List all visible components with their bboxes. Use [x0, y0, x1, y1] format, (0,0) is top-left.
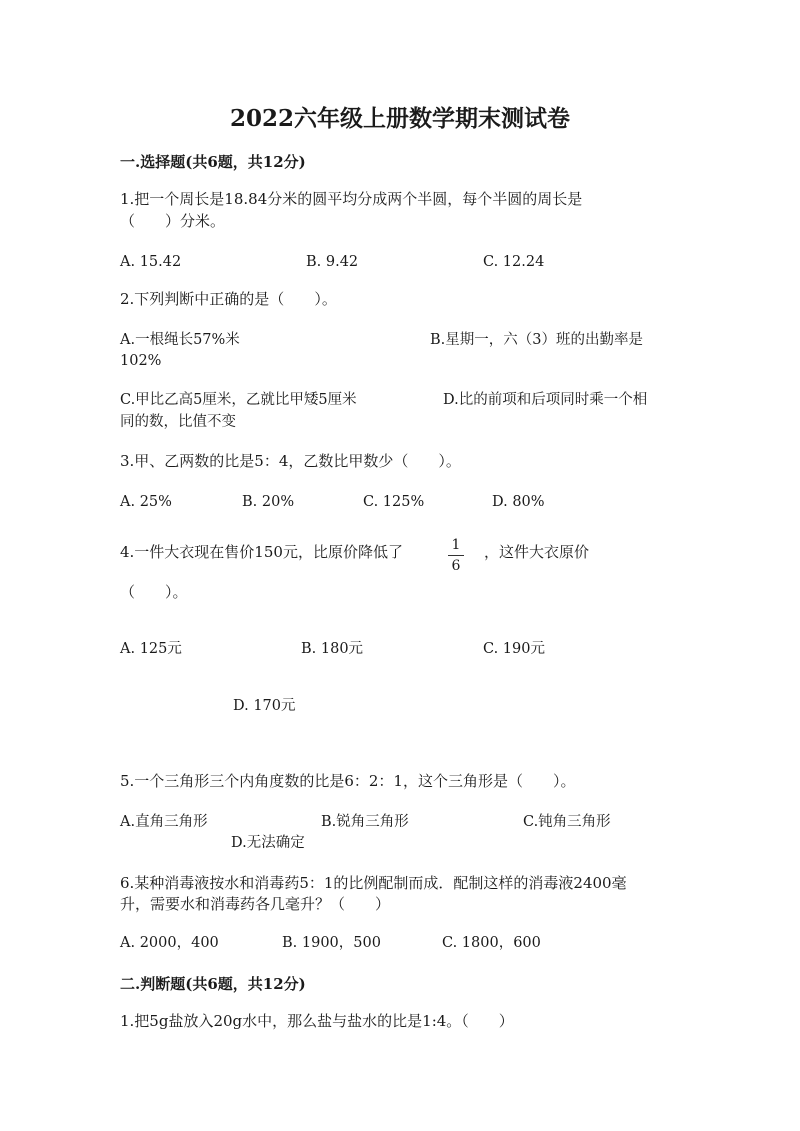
question-1-line-1: 1.把一个周长是18.84分米的圆平均分成两个半圆，每个半圆的周长是 [120, 190, 583, 208]
question-3-option-a: A. 25% [120, 494, 172, 510]
question-3-option-b: B. 20% [242, 494, 295, 510]
fraction-denominator: 6 [451, 558, 461, 574]
question-2-option-a: A.一根绳长57%米 [120, 332, 240, 348]
question-4-option-b: B. 180元 [301, 641, 364, 657]
question-3-option-c: C. 125% [363, 494, 425, 510]
question-4-option-a: A. 125元 [120, 641, 182, 657]
question-5-option-d: D.无法确定 [231, 835, 305, 851]
question-5-line-1: 5.一个三角形三个内角度数的比是6：2：1，这个三角形是（ ）。 [120, 772, 576, 790]
question-6-option-b: B. 1900，500 [282, 935, 381, 951]
question-4-option-c: C. 190元 [483, 641, 545, 657]
question-6-line-1: 6.某种消毒液按水和消毒药5：1的比例配制而成．配制这样的消毒液2400毫 [120, 874, 627, 892]
question-5-option-a: A.直角三角形 [120, 814, 208, 830]
section-heading-choice: 一.选择题(共6题，共12分) [120, 153, 306, 171]
question-5-option-b: B.锐角三角形 [321, 814, 409, 830]
question-2-line-1: 2.下列判断中正确的是（ ）。 [120, 290, 337, 308]
question-2-option-d: D.比的前项和后项同时乘一个相 [443, 392, 648, 408]
question-3-line-1: 3.甲、乙两数的比是5：4，乙数比甲数少（ ）。 [120, 452, 461, 470]
section-heading-judgement: 二.判断题(共6题，共12分) [120, 975, 306, 993]
question-1-option-c: C. 12.24 [483, 254, 545, 270]
question-4-option-d: D. 170元 [233, 698, 296, 714]
question-1-option-a: A. 15.42 [120, 254, 182, 270]
question-3-option-d: D. 80% [492, 494, 545, 510]
fraction-one-sixth [446, 536, 466, 575]
question-2-option-b-cont: 102% [120, 353, 162, 369]
question-4-line-1-cont: ，这件大衣原价 [484, 543, 590, 561]
question-6-option-c: C. 1800，600 [442, 935, 541, 951]
question-6-line-2: 升，需要水和消毒药各几毫升？（ ） [120, 895, 391, 913]
question-5-option-c: C.钝角三角形 [523, 814, 611, 830]
question-6-option-a: A. 2000，400 [120, 935, 219, 951]
question-4-line-2: （ ）。 [120, 583, 188, 601]
question-2-option-b: B.星期一，六（3）班的出勤率是 [430, 332, 643, 348]
judgement-question-1: 1.把5g盐放入20g水中，那么盐与盐水的比是1:4。（ ） [120, 1012, 514, 1030]
question-1-line-2: （ ）分米。 [120, 212, 226, 230]
question-2-option-d-cont: 同的数，比值不变 [120, 414, 236, 430]
fraction-numerator: 1 [451, 537, 461, 553]
page-title: 2022六年级上册数学期末测试卷 [229, 105, 570, 132]
fraction-bar [448, 555, 464, 556]
question-2-option-c: C.甲比乙高5厘米，乙就比甲矮5厘米 [120, 392, 357, 408]
question-1-option-b: B. 9.42 [306, 254, 359, 270]
question-4-line-1: 4.一件大衣现在售价150元，比原价降低了 [120, 543, 403, 561]
